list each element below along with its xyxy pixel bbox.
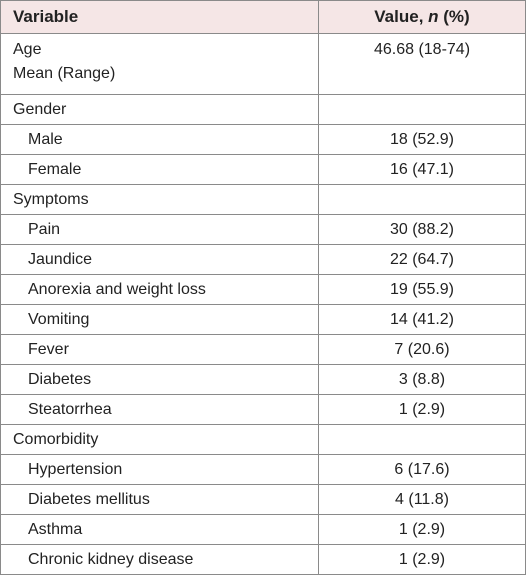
value-column-header	[319, 1, 526, 34]
value-header-suffix: (%)	[438, 7, 470, 26]
table-row	[1, 125, 526, 155]
row-value: 18 (52.9)	[319, 125, 526, 155]
row-value: 14 (41.2)	[319, 305, 526, 335]
table-row	[1, 395, 526, 425]
row-label: Anorexia and weight loss	[1, 275, 319, 305]
row-label: Hypertension	[1, 455, 319, 485]
row-label: Fever	[1, 335, 319, 365]
section-label-symptoms: Symptoms	[1, 185, 319, 215]
table-row	[1, 455, 526, 485]
row-label: Pain	[1, 215, 319, 245]
table-row	[1, 485, 526, 515]
table-row	[1, 545, 526, 575]
variable-column-header: Variable	[1, 1, 319, 34]
section-row-symptoms	[1, 185, 526, 215]
section-value-symptoms	[319, 185, 526, 215]
row-value: 30 (88.2)	[319, 215, 526, 245]
row-value: 19 (55.9)	[319, 275, 526, 305]
row-value: 1 (2.9)	[319, 395, 526, 425]
row-label: Diabetes	[1, 365, 319, 395]
row-value: 7 (20.6)	[319, 335, 526, 365]
row-label: Diabetes mellitus	[1, 485, 319, 515]
row-label: Male	[1, 125, 319, 155]
row-value: 16 (47.1)	[319, 155, 526, 185]
age-value: 46.68 (18-74)	[319, 34, 526, 95]
table-row	[1, 515, 526, 545]
row-label: Jaundice	[1, 245, 319, 275]
row-value: 3 (8.8)	[319, 365, 526, 395]
table-row	[1, 335, 526, 365]
table-row	[1, 305, 526, 335]
row-label: Chronic kidney disease	[1, 545, 319, 575]
section-value-comorbidity	[319, 425, 526, 455]
section-label-gender: Gender	[1, 95, 319, 125]
row-value: 4 (11.8)	[319, 485, 526, 515]
age-label	[1, 34, 319, 95]
header-row	[1, 1, 526, 34]
section-row-comorbidity	[1, 425, 526, 455]
age-row	[1, 34, 526, 95]
value-header-prefix: Value,	[374, 7, 429, 26]
table-row	[1, 155, 526, 185]
row-label: Steatorrhea	[1, 395, 319, 425]
row-value: 6 (17.6)	[319, 455, 526, 485]
table-row	[1, 275, 526, 305]
row-value: 1 (2.9)	[319, 545, 526, 575]
row-value: 22 (64.7)	[319, 245, 526, 275]
table-row	[1, 245, 526, 275]
row-label: Vomiting	[1, 305, 319, 335]
section-row-gender	[1, 95, 526, 125]
table-row	[1, 215, 526, 245]
row-label: Asthma	[1, 515, 319, 545]
age-label-line1: Age	[13, 41, 42, 58]
section-label-comorbidity: Comorbidity	[1, 425, 319, 455]
value-header-n: n	[428, 7, 439, 26]
age-label-line2: Mean (Range)	[13, 65, 116, 82]
section-value-gender	[319, 95, 526, 125]
row-label: Female	[1, 155, 319, 185]
row-value: 1 (2.9)	[319, 515, 526, 545]
table-row	[1, 365, 526, 395]
